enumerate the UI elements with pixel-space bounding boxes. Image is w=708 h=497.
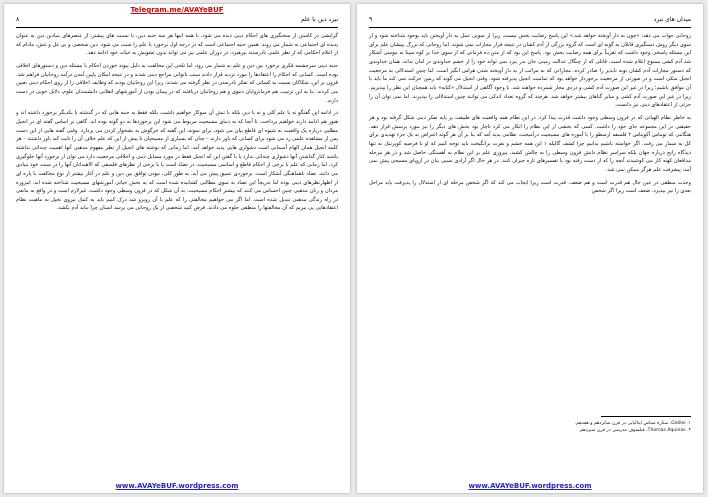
left-wordpress-link[interactable]: www.AVAYeBUF.wordpress.com: [115, 482, 239, 490]
right-page-number: ۹: [369, 16, 373, 23]
right-wordpress-link[interactable]: www.AVAYeBUF.wordpress.com: [468, 482, 592, 490]
right-header-rule: [369, 27, 691, 28]
right-page: [357, 4, 703, 493]
right-paragraph-1: روحانی جواب می دهد: «چون به دار آویخته خواهد شد.» این پاسخ رضایت بخش نیست، زیرا از سویی عمل به دار آویختن باید بوجود شناخته شود و از سوی دیگر روش دستگیری قاتلان به گونه ای است که گروه بزرگی از آدم کشان در نتیجه فرار مجازات نمی شوند. اما روحانی که بزرگ بپیشان علم برای این مسئله پاسخی وجود داشت که تقریباً برای همه رضایت بخش بود. پاسخ این بود که از متن ده فرمانی که از سوی خدا بر کوه سینا به موسی آشکار شد آدم کشی ممنوع اعلام شده است. قاتلی که از چنگال عدالت زمینی جان بدر ببرد نمی تواند خود را از خشم خداوندی در امان بداند. همان خداوندی که دستور مجازات آدم کشان توبه نابذیر را صادر کرده، مجازاتی که به مراتب از به دار آویخته شدن هراس انگیز است. اما چنین استدلالی به مرجعیت انجیل متکی است و در صورتی از مرجعیت برخوردار خواهد بود که تمامیت انجیل پذیرفته شود. وقتی انجیل می گوید که زمین حرکت نمی کند ما باید با آن موافق باشیم؛ زیرا در غیر این صورت آدم کشی و دزدی مجاز شمرده خواهند شد. با وجود آگاهی از استدلال «کتابه» باید همچنان این نظر را بپذیریم. زیرا در غیر این صورت آدم کشی و سایر گناهان بیشتر خواهد شد. هرچند که گروه تعداد اندکی می توانند چنین استدلالی را بپذیرند، اما نمی توان آن را جزئی از اعتقادهای دینی نیز دانست.: [369, 33, 691, 109]
right-body-text: [369, 32, 691, 200]
right-paragraph-2: به خاطر نظام الهیاتی که در قرون وسطی وجود داشت قدرت پیدا کرد. در این نظام همه واقعیت های طبیعت بر پایه تفکر دینی شکل گرفته بود و هر حقیقتی در این مجموعه جای خود را داشت. کسی که بخشی از این نظام را انکار می کرد ناچار بود بخش های دیگر را نیز مورد پرسش قرار دهد. هنگامی که توماس آکویناس ۲ فلسفه ارسطو را با آموزه های مسیحیت درآمیخت، نظامی پدید آمد که بنا بر آن هر گونه اعتراض به یک جزء تهدیدی برای کل به شمار می رفت. اگر خواسته باشیم بدانیم چرا کشف گالیله ۱ این همه خشم و نفرت برانگیخت باید توجه کنیم که او با فرضیه کوپرنیک نه تنها دیدگاه رایج درباره جهان بلکه سراسر نظام دانش قرون وسطی را به چالش کشید. پیروزی علم بر این نظام به آهستگی حاصل شد و در هر مرحله مدافعان کهنه کار می کوشیدند آنچه را که از دست رفته بود با تفسیرهای تازه جبران کنند. در هر حال اگر آزادی نسبی بیان در اروپای مسیحی پیش نمی آمد، پیشرفت علم هرگز ممکن نمی شد.: [369, 114, 691, 173]
left-header-title: نبرد دین با علم: [300, 16, 338, 23]
left-paragraph-1: گرایشی در کاستن از سختگیری های احکام دینی دیده می شود. با همه اینها هر سه جنبه دین، با نسبت های پیشتر، از عنصرهای بنیادین دین به عنوان پدیده ای اجتماعی به شمار می روند. همین جنبه اجتماعی است که در درجه اول برخورد با علم را سبب می شود. دین شخصی و بی غل و غش، مادام که از اعلام احکامی که از نظر علمی نادرستند بپرهیزد، در دوران علمی نیز می تواند بدون تشویش به حیات خود ادامه دهد.: [16, 33, 338, 57]
right-paragraph-3: وحدت منطقی در عین حال هم قدرت است و هم ضعف. قدرت است زیرا ایجاب می کند که اگر شخص مرحله ای از استدلال را پذیرفت باید مراحل بعدی را نیز بپذیرد. ضعف است زیرا اگر شخص: [369, 179, 691, 195]
left-paragraph-3: در ادامه این گفتگو نه با علم کلی و نه با دین بلکه با تنش آن سوکار خواهیم داشت، بلکه فقط به جنبه هایی که در گذشته با یکدیگر برخورد داشته اند و هنوز هم ادامه دارند خواهیم پرداخت. تا آنجا که به دنیای مسیحیت مربوط می شود این برخوردها به دو گونه بوده اند. گاهی بر اساس گفته ای در انجیل مطلبی درباره یک واقعیت به شیوه ای قاطع بیان می شود، برای نمونه، این گفته که خرگوش به نشخوار کردن می پردازد. وقتی گفته هایی از این دست پس از مشاهده علمی رد می شود برای کسانی که باور دارند – چنان که بسیاری از مسیحیان تا پیش از این که علم خلاف آن را ثابت کند باور داشتند – هر کلمه انجیل همان الهام آسمانی است دشواری هایی پدید خواهد آمد. اما زمانی که نوشته های انجیل از نظر مفهوم مذهبی آنها اهمیت چندانی نداشته باشند کنار گذاشتن آنها دشواری چندانی ندارد یا با گفتن این که انجیل فقط در مورد مسایل دینی و اخلاقی مرجعیت دارد می توان از برخورد آنها جلوگیری کرد. اما زمانی که علم با برخی از احکام قاطع و اساسی مسیحیت، در تضاد است یا با برخی از نظرهای فلسفی که الاهیدانان آنها را در سنت خود بنیادی می دانند، تضاد ناهماهنگی آشکار است. برخوردی عمیق پیش می آید. به طور کلی، نبودن توافق بین دین و علم در آغاز بیشتر از نوع مخالفت با پاره ای از اظهارنظرهای دینی بوده اما تدریجاً این تضاد به سوی مطالبی کشانیده شده است که به بخش حیاتی آموزشهای مسیحیت شناخته شده اند. امروزه مردان و زنان مذهبی چنین احساس می کنند که بیشتر احکام مسیحیت، به آن شکل که در قرون وسطی وجود داشت، غیرلازم است و در واقع به مانعی در راه زندگی مذهبی تبدیل شده است. اما اگر می خواهیم مخالفتی را که علم با آن روبرو شد درک کنیم باید به کمک نیروی تخیل به ماهیت نظام اعتقادهایی پی ببریم که آن مخالفتها را منطقی جلوه می دادند. فرض کنید شخصی از یک روحانی می پرسد انسان چرا نباید آدم بکشد.: [16, 110, 338, 212]
footnote-1: ۱. Galilei، ستاره شناس ایتالیایی در قرن شانزدهم و هفدهم.: [574, 421, 691, 426]
footnotes: [369, 420, 691, 434]
left-paragraph-2: جنبه دینی سرچشمه فکری برخورد بین دین و علم به شمار می رود، اما تلخی این مخالفت به دلیل پیوند خوردن احکام با مسئله دین و دستورهای اخلاقی بوده است. کسانی که احکام را اعتقادها را مورد تردید قرار دادند سبب ناتوانی مراجع دینی شدند و در نتیجه امکان پایین آمدن درآمد روحانیان فراهم شد. قرون بر این، شکاکان نسبت به کسانی که تفکر نادرستی در نظر گرفته می شدند، زیرا این روحانیان بودند که وظایف اخلاقی را از روی احکام دینی تعیین می کردند. بنا به این ترتیب، هم فرمانروایان دنیوی و هم روحانیان دریافتند که در پیمان بودن از آموزشهای انقلابی دانشمندان علوم، دلایل خوبی در دست دارند.: [16, 62, 338, 104]
left-page-number: ۸: [16, 16, 20, 23]
left-page: [4, 4, 350, 493]
right-page-header: [369, 16, 691, 26]
footnote-2: ۲. Thomas Aquinas، فیلسوف مدرسی در قرن سیزدهم.: [578, 428, 691, 433]
left-header-rule: [16, 27, 338, 28]
footnote-rule: [601, 416, 691, 417]
telegram-link[interactable]: Telegram.me/AVAYeBUF: [130, 6, 224, 14]
right-header-title: میدان های نبرد: [653, 16, 691, 23]
left-page-header: [16, 16, 338, 26]
left-body-text: [16, 32, 338, 217]
